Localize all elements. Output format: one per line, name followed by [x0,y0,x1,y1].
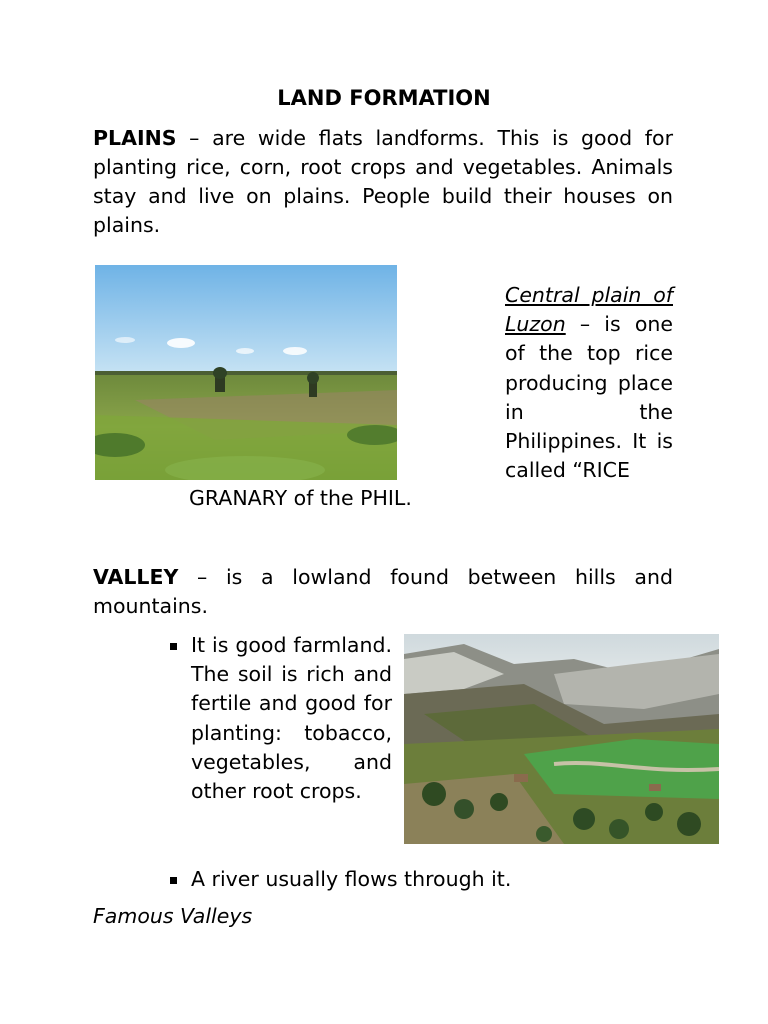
valley-photo [404,634,719,844]
plains-photo [95,265,397,480]
granary-line: GRANARY of the PHIL. [189,486,412,510]
valley-term: VALLEY [93,565,179,589]
valley-definition: – is a lowland found between hills and mountains. [93,565,673,618]
page-title: LAND FORMATION [277,86,491,110]
plains-paragraph [93,124,673,240]
valley-paragraph [93,563,673,621]
bullet-marker [170,877,177,884]
bullet-marker [170,643,177,650]
luzon-place: Central plain of Luzon [505,283,673,337]
luzon-text: – is one of the top rice producing place in the Philippines. It is called “RICE [505,312,673,483]
plains-term: PLAINS [93,126,177,150]
famous-valleys-heading: Famous Valleys [93,904,253,928]
luzon-caption [505,281,673,485]
bullet-text-2: A river usually flows through it. [191,867,512,891]
bullet-text-1: It is good farmland. The soil is rich and fertile and good for planting: tobacco, vegetables, and other root crops. [191,633,392,804]
plains-definition: – are wide flats landforms. This is good for planting rice, corn, root crops and vegetables. Animals stay and live on plains. People build their houses on plains. [93,126,673,237]
